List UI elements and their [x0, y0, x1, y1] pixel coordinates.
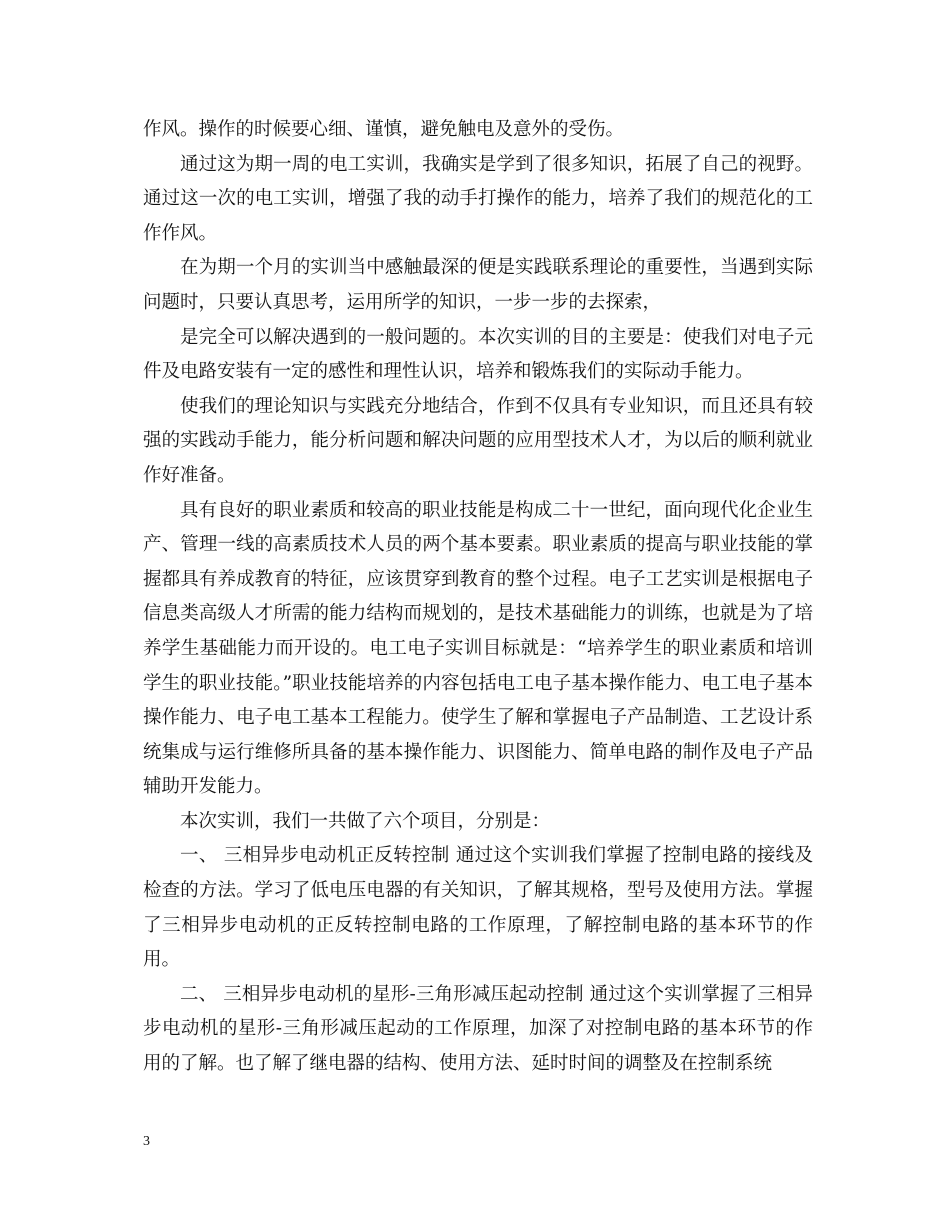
paragraph: 在为期一个月的实训当中感触最深的便是实践联系理论的重要性，当遇到实际问题时，只要认真思考，运用所学的知识，一步一步的去探索，: [143, 257, 813, 313]
paragraph: 具有良好的职业素质和较高的职业技能是构成二十一世纪，面向现代化企业生产、管理一线的高素质技术人员的两个基本要素。职业素质的提高与职业技能的掌握都具有养成教育的特征，应该贯穿到教育的整个过程。电子工艺实训是根据电子信息类高级人才所需的能力结构而规划的，是技术基础能力的训练，也就是为了培养学生基础能力而开设的。电工电子实训目标就是：“培养学生的职业素质和培训学生的职业技能。”职业技能培养的内容包括电工电子基本操作能力、电工电子基本操作能力、电子电工基本工程能力。使学生了解和掌握电子产品制造、工艺设计系统集成与运行维修所具备的基本操作能力、识图能力、简单电路的制作及电子产品辅助开发能力。: [143, 499, 813, 798]
paragraph: 本次实训，我们一共做了六个项目，分别是：: [180, 810, 551, 832]
body-text: [143, 113, 813, 1082]
paragraph: 通过这为期一周的电工实训，我确实是学到了很多知识，拓展了自己的视野。通过这一次的电工实训，增强了我的动手打操作的能力，培养了我们的规范化的工作作风。: [143, 153, 813, 244]
page-number: 3: [143, 1134, 150, 1149]
paragraph-list-item: 一、 三相异步电动机正反转控制 通过这个实训我们掌握了控制电路的接线及检查的方法。学习了低电压电器的有关知识，了解其规格，型号及使用方法。掌握了三相异步电动机的正反转控制电路的工作原理，了解控制电路的基本环节的作用。: [143, 845, 813, 971]
paragraph-list-item: 二、 三相异步电动机的星形-三角形减压起动控制 通过这个实训掌握了三相异步电动机的星形-三角形减压起动的工作原理，加深了对控制电路的基本环节的作用的了解。也了解了继电器的结构、使用方法、延时时间的调整及在控制系统: [143, 983, 813, 1075]
paragraph: 作风。操作的时候要心细、谨慎，避免触电及意外的受伤。: [143, 119, 625, 140]
paragraph: 使我们的理论知识与实践充分地结合，作到不仅具有专业知识，而且还具有较强的实践动手能力，能分析问题和解决问题的应用型技术人才，为以后的顺利就业作好准备。: [143, 395, 813, 486]
paragraph: 是完全可以解决遇到的一般问题的。本次实训的目的主要是：使我们对电子元件及电路安装有一定的感性和理性认识，培养和锻炼我们的实际动手能力。: [143, 326, 813, 383]
